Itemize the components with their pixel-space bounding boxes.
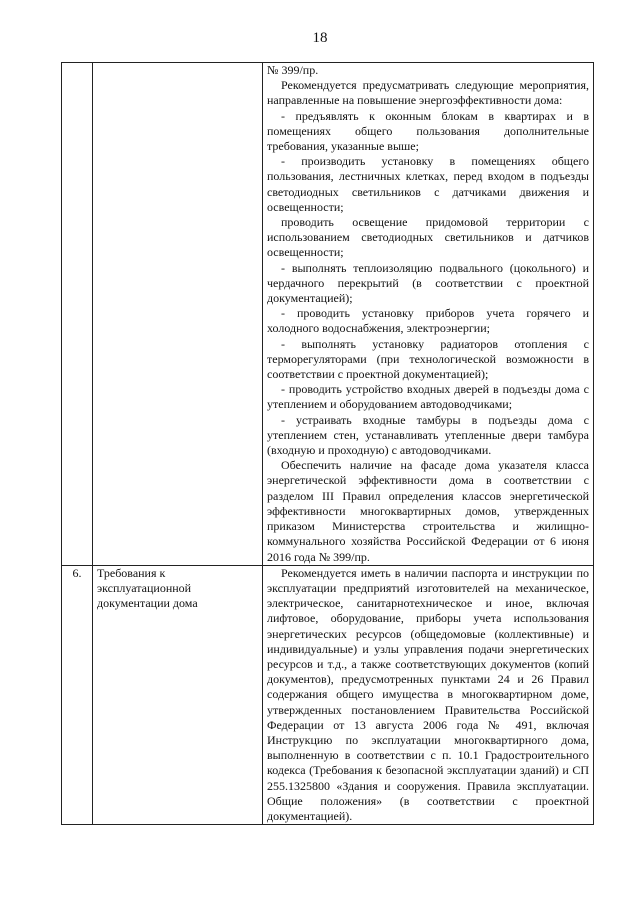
row-number-cell [62, 63, 93, 566]
paragraph: № 399/пр. [267, 63, 319, 77]
paragraph: - производить установку в помещениях общего пользования, лестничных клетках, перед входом в подъезды светодиодных светильников с датчиками движения и освещенности; [267, 154, 589, 214]
recommendation-cell [263, 63, 594, 566]
requirement-cell: Требования к эксплуатационной документации дома [93, 565, 263, 824]
paragraph: - выполнять теплоизоляцию подвального (цокольного) и чердачного перекрытий (в соответствии с проектной документацией); [267, 260, 589, 306]
page-number: 18 [312, 30, 328, 46]
paragraph: - устраивать входные тамбуры в подъезды дома с утеплением стен, устанавливать утепленные двери тамбура (входную и проходную) с автодоводчиками. [267, 412, 589, 458]
recommendation-cell [263, 565, 594, 824]
table-row [62, 63, 594, 566]
paragraph: - проводить устройство входных дверей в подъезды дома с утеплением и оборудованием автодоводчиками; [267, 382, 589, 412]
paragraph: Рекомендуется предусматривать следующие мероприятия, направленные на повышение энергоэффективности дома: [267, 78, 589, 108]
paragraph: - предъявлять к оконным блокам в квартирах и в помещениях общего пользования дополнительные требования, указанные выше; [267, 108, 589, 154]
paragraph: Рекомендуется иметь в наличии паспорта и инструкции по эксплуатации предприятий изготовителей на механическое, электрическое, санитарнотехническое и иное, включая лифтовое, оборудование, приборы учета использования энергетических ресурсов (общедомовые (коллективные) и индивидуальные) и узлы управления подачи энергетических ресурсов и т.д., а также соответствующих документов (копий документов), предусмотренных пунктами 24 и 26 Правил содержания общего имущества в многоквартирном доме, утвержденных постановлением Правительства Российской Федерации от 13 августа 2006 года № 491, включая Инструкцию по эксплуатации многоквартирного дома, выполненную в соответствии с п. 10.1 Градостроительного кодекса (Требования к безопасной эксплуатации зданий) и СП 255.1325800 «Здания и сооружения. Правила эксплуатации. Общие положения» (в соответствии с проектной документацией). [267, 565, 589, 823]
row-number-cell: 6. [62, 565, 93, 824]
table-row [62, 565, 594, 824]
paragraph: проводить освещение придомовой территории с использованием светодиодных светильников и датчиков освещенности; [267, 215, 589, 260]
requirement-cell [93, 63, 263, 566]
paragraph: Обеспечить наличие на фасаде дома указателя класса энергетической эффективности дома в соответствии с разделом III Правил определения классов энергетической эффективности многоквартирных домов, утвержденных приказом Министерства строительства и жилищно-коммунального хозяйства Российской Федерации от 6 июня 2016 года № 399/пр. [267, 458, 589, 564]
paragraph: - проводить установку приборов учета горячего и холодного водоснабжения, электроэнергии; [267, 306, 589, 336]
requirements-table [61, 62, 594, 825]
paragraph: - выполнять установку радиаторов отопления с терморегуляторами (при технологической возможности в соответствии с проектной документацией); [267, 336, 589, 382]
